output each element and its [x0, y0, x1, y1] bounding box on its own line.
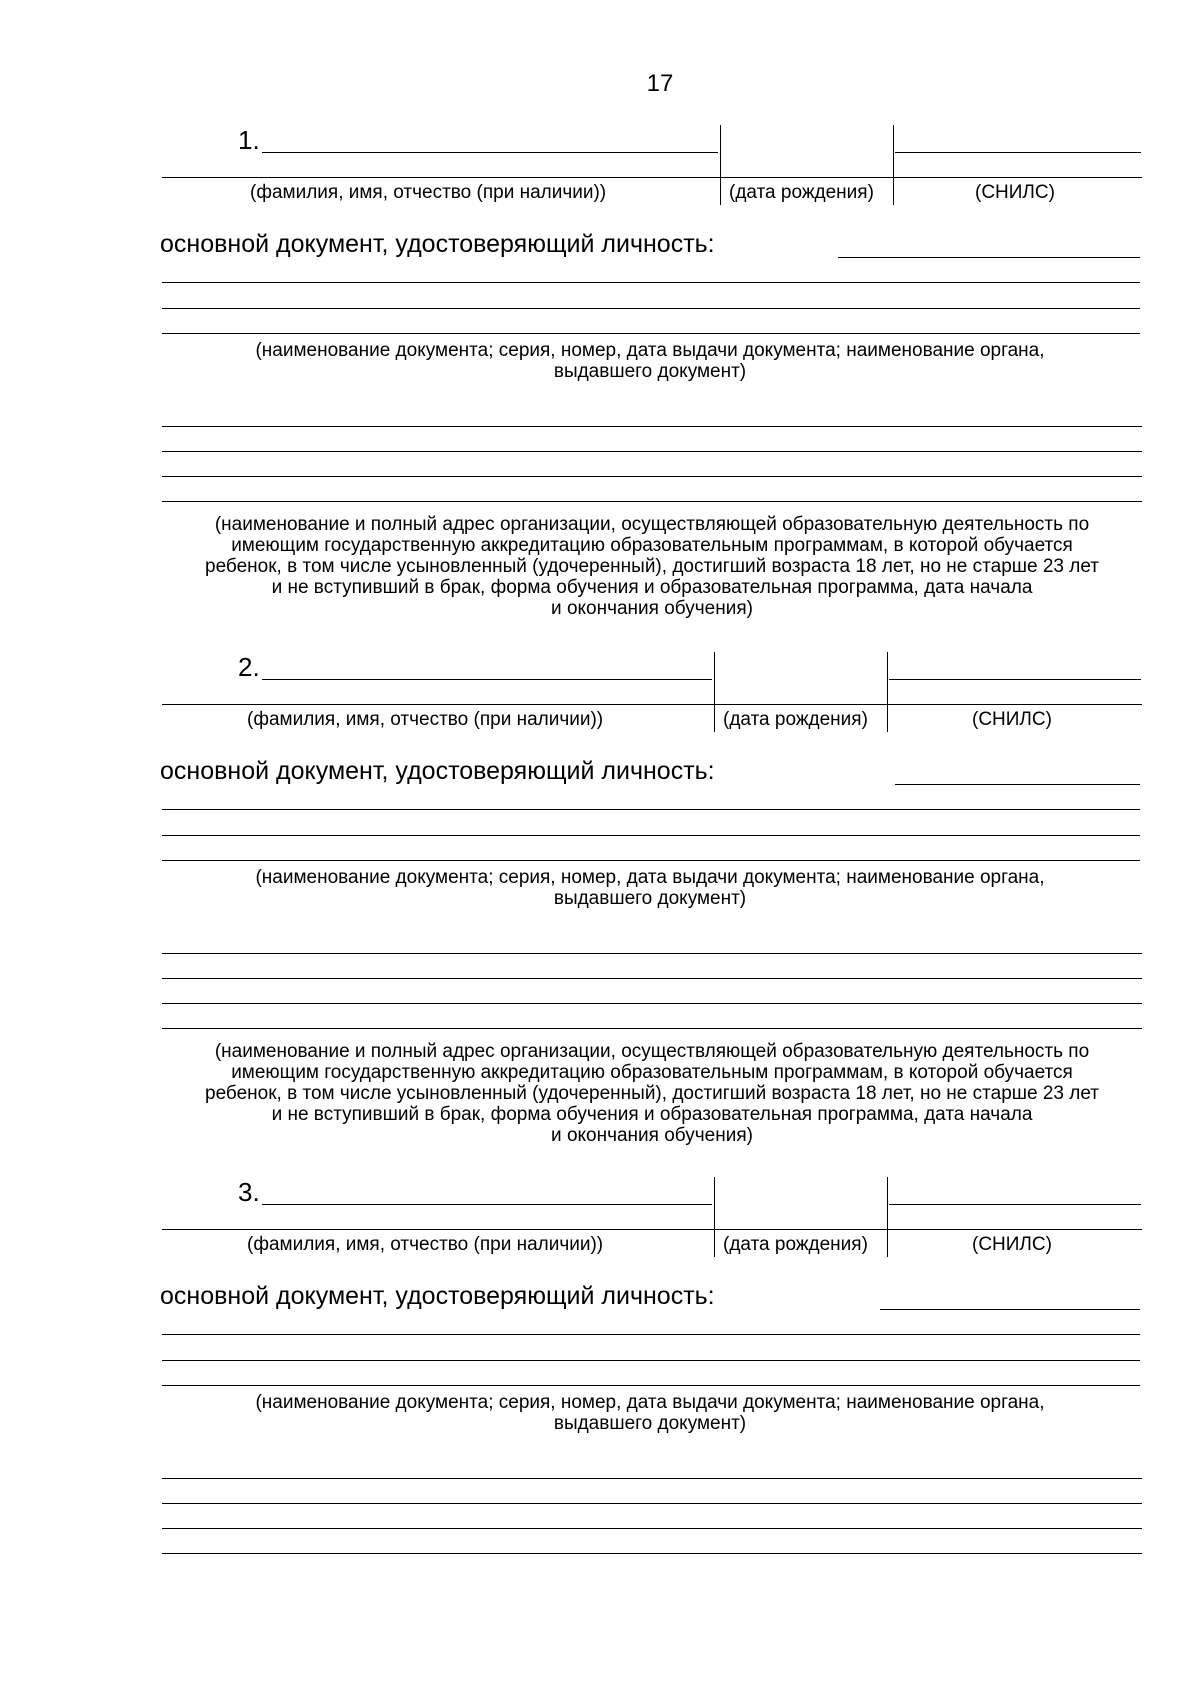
- fio-underline: [162, 1229, 1142, 1230]
- fio-input-line[interactable]: [262, 679, 712, 680]
- birth-date-caption: (дата рождения): [723, 1234, 868, 1255]
- snils-input-line[interactable]: [889, 1204, 1141, 1205]
- fio-caption: (фамилия, имя, отчество (при наличии)): [250, 182, 607, 203]
- column-divider: [714, 1177, 715, 1257]
- column-divider: [887, 1177, 888, 1257]
- identity-document-line[interactable]: [162, 333, 1140, 334]
- birth-date-caption: (дата рождения): [723, 709, 868, 730]
- fio-caption: (фамилия, имя, отчество (при наличии)): [247, 1234, 604, 1255]
- organization-line[interactable]: [162, 426, 1142, 427]
- fio-caption: (фамилия, имя, отчество (при наличии)): [247, 709, 604, 730]
- identity-document-label: основной документ, удостоверяющий личность:: [160, 1282, 715, 1310]
- identity-document-caption: (наименование документа; серия, номер, дата выдачи документа; наименование органа, выдавшего документ): [255, 1392, 1045, 1434]
- organization-caption: (наименование и полный адрес организации, осуществляющей образовательную деятельность по имеющим государственную аккредитацию образовательным программам, в которой обучается ребенок, в том числе усыновленный (удочеренный), достигший возраста 18 лет, но не старше 23 лет и не вступивший в брак, форма обучения и образовательная программа, дата начала и окончания обучения): [205, 1041, 1099, 1146]
- identity-document-caption: (наименование документа; серия, номер, дата выдачи документа; наименование органа, выдавшего документ): [255, 340, 1045, 382]
- fio-underline: [162, 704, 1142, 705]
- identity-document-label: основной документ, удостоверяющий личность:: [160, 757, 715, 785]
- snils-caption: (СНИЛС): [975, 182, 1055, 203]
- identity-document-line[interactable]: [162, 809, 1140, 810]
- snils-caption: (СНИЛС): [972, 1234, 1052, 1255]
- organization-line[interactable]: [162, 978, 1142, 979]
- fio-input-line[interactable]: [262, 152, 718, 153]
- person-block-2: [0, 647, 1200, 1167]
- identity-document-line[interactable]: [162, 282, 1140, 283]
- organization-line[interactable]: [162, 1028, 1142, 1029]
- column-divider: [714, 652, 715, 732]
- organization-line[interactable]: [162, 953, 1142, 954]
- organization-line[interactable]: [162, 1003, 1142, 1004]
- organization-line[interactable]: [162, 1478, 1142, 1479]
- organization-line[interactable]: [162, 1553, 1142, 1554]
- organization-line[interactable]: [162, 1503, 1142, 1504]
- snils-input-line[interactable]: [889, 679, 1141, 680]
- identity-document-line[interactable]: [162, 1334, 1140, 1335]
- identity-document-label: основной документ, удостоверяющий личность:: [160, 230, 715, 258]
- identity-document-line[interactable]: [162, 860, 1140, 861]
- identity-document-line[interactable]: [162, 835, 1140, 836]
- organization-caption: (наименование и полный адрес организации, осуществляющей образовательную деятельность по имеющим государственную аккредитацию образовательным программам, в которой обучается ребенок, в том числе усыновленный (удочеренный), достигший возраста 18 лет, но не старше 23 лет и не вступивший в брак, форма обучения и образовательная программа, дата начала и окончания обучения): [205, 514, 1099, 619]
- identity-document-line[interactable]: [162, 308, 1140, 309]
- organization-line[interactable]: [162, 501, 1142, 502]
- identity-document-line[interactable]: [895, 784, 1140, 785]
- page-number: 17: [646, 70, 674, 97]
- identity-document-line[interactable]: [880, 1309, 1140, 1310]
- organization-line[interactable]: [162, 476, 1142, 477]
- snils-input-line[interactable]: [895, 152, 1141, 153]
- fio-input-line[interactable]: [262, 1204, 712, 1205]
- column-divider: [893, 125, 894, 205]
- identity-document-caption: (наименование документа; серия, номер, дата выдачи документа; наименование органа, выдавшего документ): [255, 867, 1045, 909]
- identity-document-line[interactable]: [838, 257, 1140, 258]
- snils-caption: (СНИЛС): [972, 709, 1052, 730]
- organization-line[interactable]: [162, 451, 1142, 452]
- organization-line[interactable]: [162, 1528, 1142, 1529]
- fio-underline: [162, 177, 1142, 178]
- person-number: 3.: [238, 1177, 260, 1207]
- column-divider: [887, 652, 888, 732]
- birth-date-caption: (дата рождения): [729, 182, 874, 203]
- person-block-1: [0, 120, 1200, 640]
- identity-document-line[interactable]: [162, 1385, 1140, 1386]
- identity-document-line[interactable]: [162, 1360, 1140, 1361]
- person-block-3: [0, 1172, 1200, 1692]
- column-divider: [720, 125, 721, 205]
- person-number: 1.: [238, 125, 260, 155]
- person-number: 2.: [238, 652, 260, 682]
